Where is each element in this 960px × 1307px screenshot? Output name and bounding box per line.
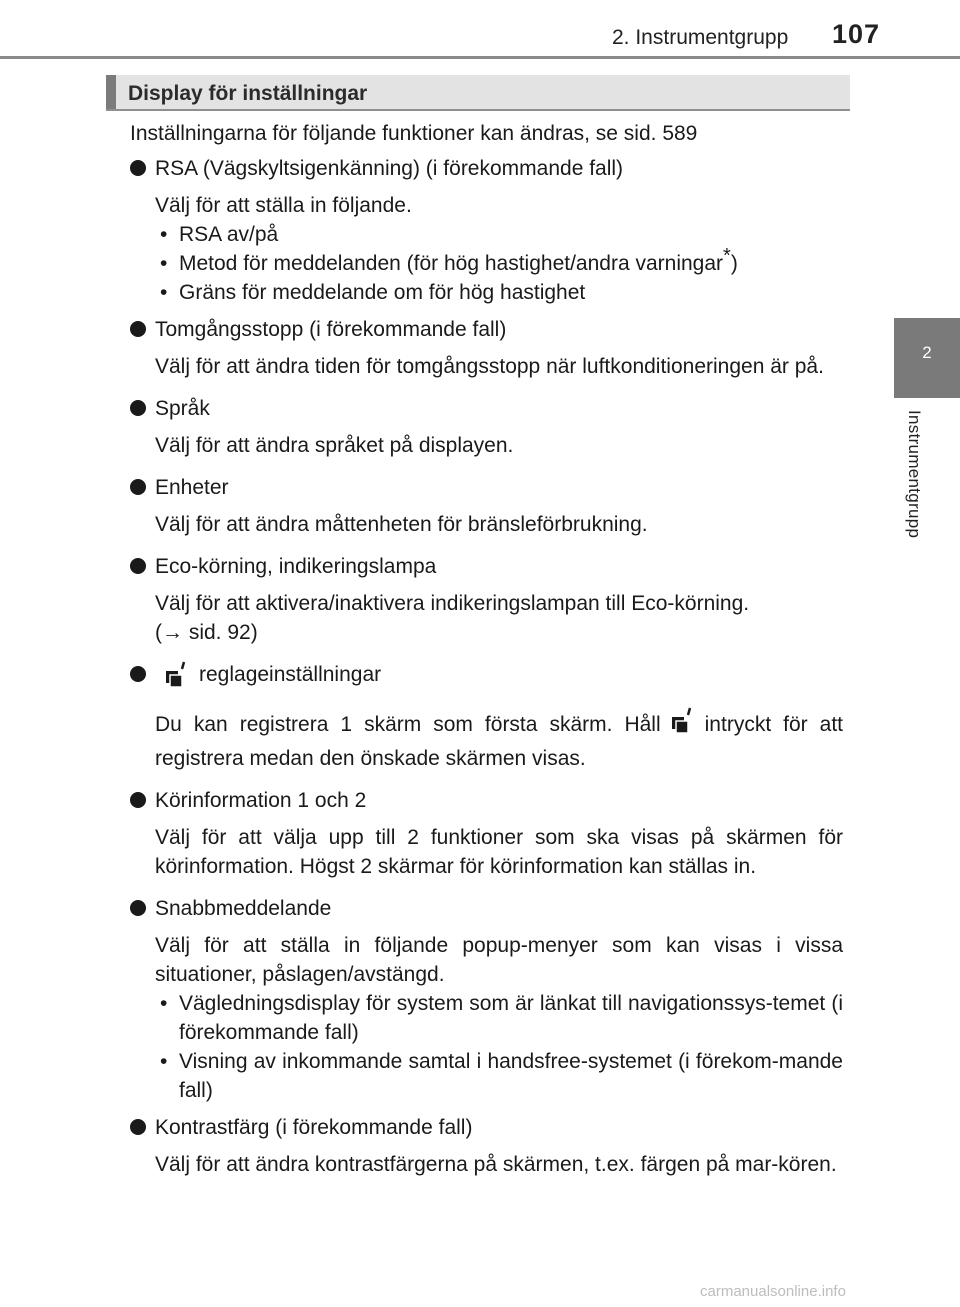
bullet-icon xyxy=(130,900,146,916)
intro-text: Inställningarna för följande funktioner kan ändras, se sid. 589 xyxy=(130,122,698,145)
chapter-tab xyxy=(894,318,960,398)
bullet-icon xyxy=(130,666,146,682)
item-title: Körinformation 1 och 2 xyxy=(155,789,367,812)
sub-item-text: Metod för meddelanden (för hög hastighet/andra varningar xyxy=(179,252,724,275)
section-title: Display för inställningar xyxy=(128,82,368,105)
list-item xyxy=(130,1113,843,1179)
sub-item: • RSA av/på xyxy=(155,220,843,249)
item-title: RSA (Vägskyltsigenkänning) (i förekommande fall) xyxy=(155,157,624,180)
chapter-title: 2. Instrumentgrupp xyxy=(612,26,789,49)
section-heading-bar xyxy=(106,75,850,111)
sub-list xyxy=(155,220,843,307)
sub-item: • Visning av inkommande samtal i handsfree-systemet (i förekom-mande fall) xyxy=(155,1047,843,1105)
item-title: Enheter xyxy=(155,476,229,499)
watermark: carmanualsonline.info xyxy=(700,1283,846,1300)
bullet-icon xyxy=(130,1119,146,1135)
arrow-icon: → xyxy=(162,621,183,644)
page-number: 107 xyxy=(832,19,881,49)
bullet-icon xyxy=(130,400,146,416)
header-divider xyxy=(0,56,960,59)
bullet-icon xyxy=(130,792,146,808)
display-button-icon xyxy=(667,706,697,744)
display-button-icon xyxy=(161,660,191,698)
item-text: Välj för att ställa in följande popup-menyer som kan visas i vissa situationer, påslagen/avstängd. xyxy=(155,934,843,986)
list-item xyxy=(130,552,843,655)
item-title: reglageinställningar xyxy=(199,663,382,686)
item-text: Välj för att välja upp till 2 funktioner som ska visas på skärmen för körinformation. Högst 2 skärmar för körinformation kan ställas in. xyxy=(155,826,843,878)
item-text: Välj för att ändra kontrastfärgerna på skärmen, t.ex. färgen på mar-kören. xyxy=(155,1153,837,1176)
bullet-icon xyxy=(130,558,146,574)
list-item xyxy=(130,394,843,468)
list-item xyxy=(130,660,843,781)
item-title: Kontrastfärg (i förekommande fall) xyxy=(155,1116,473,1139)
bullet-icon xyxy=(130,321,146,337)
item-text: Välj för att ändra tiden för tomgångsstopp när luftkonditioneringen är på. xyxy=(155,355,824,378)
footnote-asterisk: * xyxy=(723,245,731,267)
list-item xyxy=(130,473,843,547)
page-content xyxy=(130,119,843,1184)
item-text: Du kan registrera 1 skärm som första skärm. Håll intryckt för att registrera medan den önskade skärmen visas. xyxy=(155,706,843,773)
chapter-side-label: Instrumentgrupp xyxy=(905,410,924,539)
item-title: Snabbmeddelande xyxy=(155,897,332,920)
chapter-tab-number: 2 xyxy=(922,343,932,362)
item-title: Språk xyxy=(155,397,210,420)
page-reference: (→ sid. 92) xyxy=(155,621,258,644)
bullet-icon xyxy=(130,160,146,176)
sub-item xyxy=(155,245,843,278)
item-text: Välj för att ändra språket på displayen. xyxy=(155,434,514,457)
item-text: Välj för att ändra måttenheten för bränsleförbrukning. xyxy=(155,513,648,536)
sub-item-suffix: ) xyxy=(730,252,738,275)
item-title: Tomgångsstopp (i förekommande fall) xyxy=(155,318,507,341)
sub-list xyxy=(155,989,843,1105)
list-item xyxy=(130,894,843,1105)
item-title: Eco-körning, indikeringslampa xyxy=(155,555,437,578)
list-item xyxy=(130,315,843,389)
item-text: Välj för att aktivera/inaktivera indikeringslampan till Eco-körning. xyxy=(155,592,750,615)
item-text: Välj för att ställa in följande. xyxy=(155,194,412,217)
bullet-icon xyxy=(130,479,146,495)
section-heading-accent xyxy=(106,75,116,109)
list-item xyxy=(130,786,843,889)
sub-item: • Gräns för meddelande om för hög hastighet xyxy=(155,278,843,307)
list-item xyxy=(130,154,843,307)
sub-item: • Vägledningsdisplay för system som är länkat till navigationssys-temet (i förekommande fall) xyxy=(155,989,843,1047)
